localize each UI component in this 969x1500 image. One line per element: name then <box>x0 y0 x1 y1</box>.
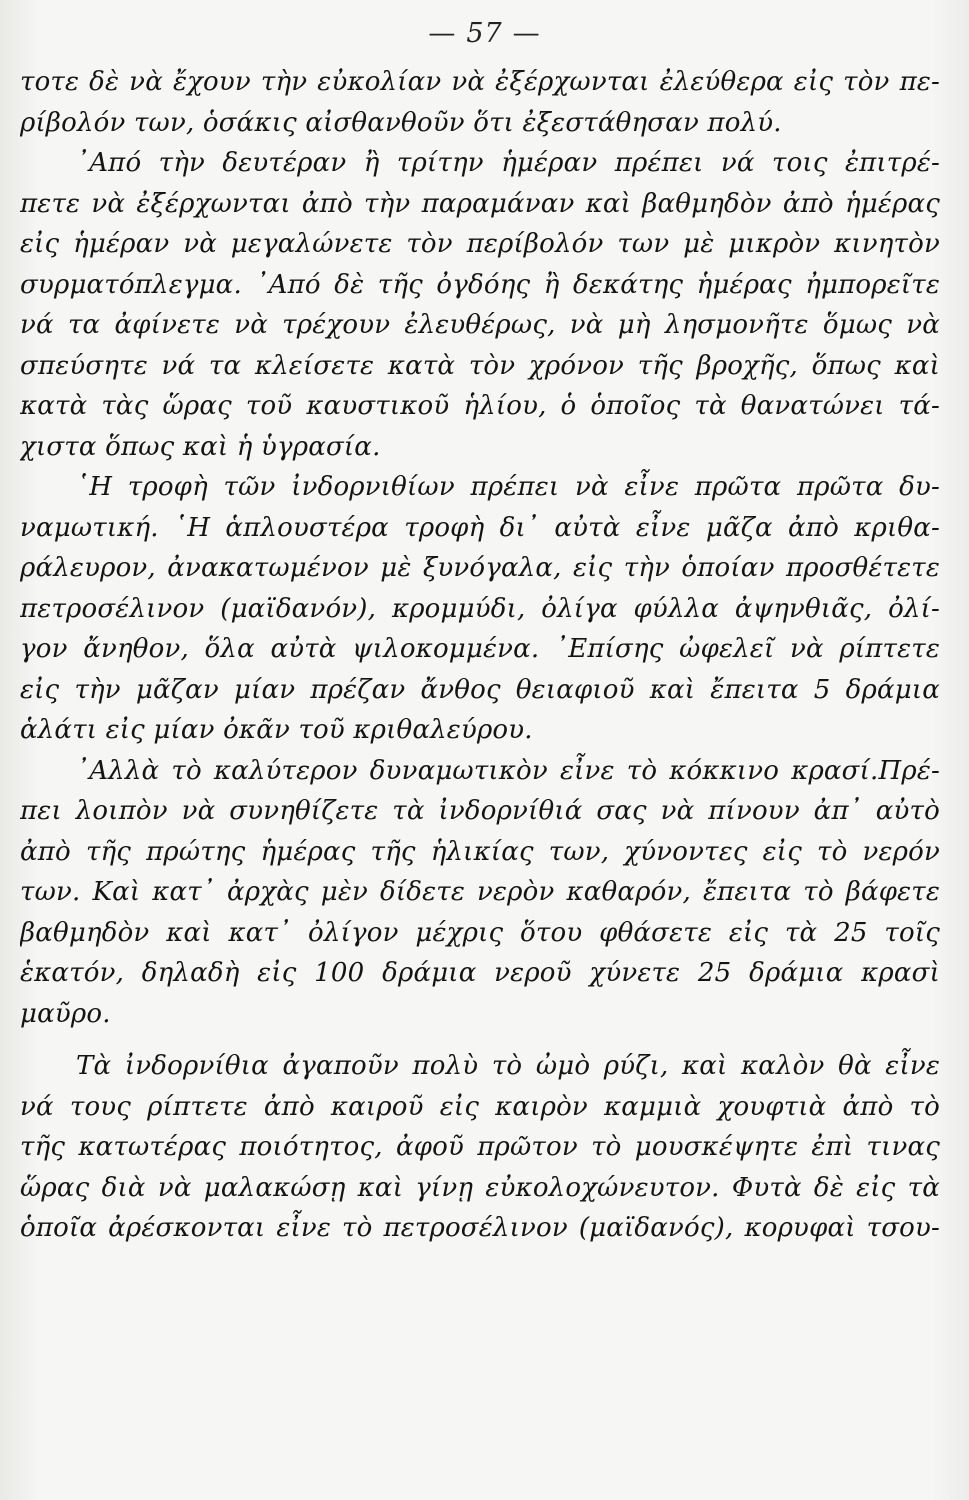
text-line: κατὰ τὰς ὥρας τοῦ καυστικοῦ ἡλίου, ὁ ὁποῖος τὰ θανατώνει τά- <box>20 391 940 421</box>
body-text <box>20 62 940 1249</box>
text-line: ράλευρον, ἀνακατωμένον μὲ ξυνόγαλα, εἰς τὴν ὁποίαν προσθέτετε <box>20 553 940 583</box>
text-line: πετροσέλινον (μαϊδανόν), κρομμύδι, ὀλίγα φύλλα ἀψηνθιᾶς, ὀλί- <box>20 593 940 624</box>
text-line: τῆς κατωτέρας ποιότητος, ἀφοῦ πρῶτον τὸ μουσκέψητε ἐπὶ τινας <box>20 1132 940 1162</box>
text-line: γον ἄνηθον, ὅλα αὐτὰ ψιλοκομμένα. ᾽Επίσης ὠφελεῖ νὰ ρίπτετε <box>20 634 940 664</box>
text-line: ρίβολόν των, ὁσάκις αἰσθανθοῦν ὅτι ἐξεστάθησαν πολύ. <box>20 107 782 138</box>
text-line: νά τα ἀφίνετε νὰ τρέχουν ἐλευθέρως, νὰ μὴ λησμονῆτε ὅμως νὰ <box>20 310 940 340</box>
text-line: συρματόπλεγμα. ᾽Από δὲ τῆς ὀγδόης ἢ δεκάτης ἡμέρας ἠμπορεῖτε <box>20 269 940 300</box>
text-line: ὥρας διὰ νὰ μαλακώσῃ καὶ γίνῃ εὐκολοχώνευτον. Φυτὰ δὲ εἰς τὰ <box>20 1172 940 1203</box>
text-line: σπεύσητε νά τα κλείσετε κατὰ τὸν χρόνον τῆς βροχῆς, ὅπως καὶ <box>20 350 940 381</box>
text-line: ᾽Αλλὰ τὸ καλύτερον δυναμωτικὸν εἶνε τὸ κόκκινο κρασί.Πρέ- <box>76 755 940 786</box>
text-line: ἑκατόν, δηλαδὴ εἰς 100 δράμια νεροῦ χύνετε 25 δράμια κρασὶ <box>20 958 940 988</box>
page-number-value: 57 <box>466 18 503 49</box>
text-line: εἰς ἡμέραν νὰ μεγαλώνετε τὸν περίβολόν των μὲ μικρὸν κινητὸν <box>20 229 940 259</box>
text-line: ὁποῖα ἀρέσκονται εἶνε τὸ πετροσέλινον (μαϊδανός), κορυφαὶ τσου- <box>20 1213 940 1243</box>
text-line: μαῦρο. <box>20 998 111 1029</box>
page-number-dash-left: — <box>428 18 457 49</box>
text-line: τοτε δὲ νὰ ἔχουν τὴν εὐκολίαν νὰ ἐξέρχωνται ἐλεύθερα εἰς τὸν πε- <box>20 67 940 97</box>
text-line: ῾Η τροφὴ τῶν ἰνδορνιθίων πρέπει νὰ εἶνε πρῶτα πρῶτα δυ- <box>76 472 940 502</box>
text-line: ᾽Από τὴν δευτέραν ἢ τρίτην ἡμέραν πρέπει νά τοις ἐπιτρέ- <box>76 148 940 178</box>
text-line: εἰς τὴν μᾶζαν μίαν πρέζαν ἄνθος θειαφιοῦ καὶ ἔπειτα 5 δράμια <box>20 674 940 705</box>
text-line: ἀπὸ τῆς πρώτης ἡμέρας τῆς ἡλικίας των, χύνοντες εἰς τὸ νερόν <box>20 836 940 867</box>
page-number <box>0 18 969 49</box>
text-line: νά τους ρίπτετε ἀπὸ καιροῦ εἰς καιρὸν καμμιὰ χουφτιὰ ἀπὸ τὸ <box>20 1091 940 1122</box>
text-line: των. Καὶ κατ᾽ ἀρχὰς μὲν δίδετε νερὸν καθαρόν, ἔπειτα τὸ βάφετε <box>20 877 940 907</box>
text-line: πετε νὰ ἐξέρχωνται ἀπὸ τὴν παραμάναν καὶ βαθμηδὸν ἀπὸ ἡμέρας <box>20 188 940 219</box>
text-line: βαθμηδὸν καὶ κατ᾽ ὀλίγον μέχρις ὅτου φθάσετε εἰς τὰ 25 τοῖς <box>20 917 940 948</box>
text-line: πει λοιπὸν νὰ συνηθίζετε τὰ ἰνδορνίθιά σας νὰ πίνουν ἀπ᾽ αὐτὸ <box>20 796 940 826</box>
text-line: Τὰ ἰνδορνίθια ἀγαποῦν πολὺ τὸ ὠμὸ ρύζι, καὶ καλὸν θὰ εἶνε <box>76 1051 940 1081</box>
text-line: ναμωτική. ῾Η ἁπλουστέρα τροφὴ δι᾽ αὐτὰ εἶνε μᾶζα ἀπὸ κριθα- <box>20 512 940 543</box>
text-line: χιστα ὅπως καὶ ἡ ὑγρασία. <box>20 431 381 462</box>
text-line: ἁλάτι εἰς μίαν ὀκᾶν τοῦ κριθαλεύρου. <box>20 715 533 745</box>
page-number-dash-right: — <box>512 18 541 49</box>
